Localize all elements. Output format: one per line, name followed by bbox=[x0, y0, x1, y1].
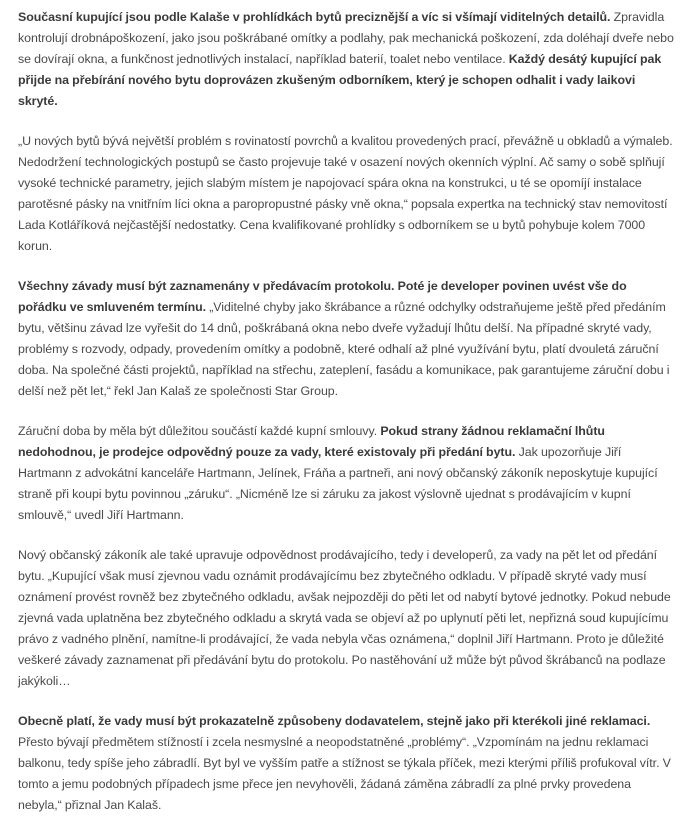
paragraph-5 bbox=[18, 545, 675, 692]
paragraph-2 bbox=[18, 131, 675, 257]
paragraph-1-highlight: Každý desátý kupující pak přijde na přebírání nového bytu doprovázen zkušeným odborníkem, který je schopen odhalit i vady laikovi skryté. bbox=[18, 52, 662, 108]
paragraph-1-lead: Současní kupující jsou podle Kalaše v prohlídkách bytů preciznější a víc si všímají viditelných detailů. bbox=[18, 10, 611, 24]
paragraph-4-highlight: Pokud strany žádnou reklamační lhůtu nedohodnou, je prodejce odpovědný pouze za vady, které existovaly při předání bytu. bbox=[18, 424, 605, 459]
paragraph-6-lead: Obecně platí, že vady musí být prokazatelně způsobeny dodavatelem, stejně jako při kterékoli jiné reklamaci. bbox=[18, 714, 651, 728]
paragraph-1-text: Zpravidla kontrolují drobnápoškození, jako jsou poškrábané omítky a podlahy, pak mechanická poškození, zda doléhají dveře nebo se dovírají okna, a funkčnost jednotlivých instalací, například baterií, toalet nebo ventilace. bbox=[18, 10, 674, 66]
paragraph-6-text: Přesto bývají předmětem stížností i zcela nesmyslné a neopodstatněné „problémy“. „Vzpomínám na jednu reklamaci balkonu, tedy spíše jeho zábradlí. Byt byl ve vyšším patře a stížnost se týkala příček, mezi kterými příliš profukoval vítr. V tomto a jemu podobných případech jsme přece jen nevyhověli, žádaná záměna zábradlí za plné prvky provedena nebyla,“ přiznal Jan Kalaš. bbox=[18, 735, 671, 812]
paragraph-3 bbox=[18, 276, 675, 402]
paragraph-5-text: Nový občanský zákoník ale také upravuje odpovědnost prodávajícího, tedy i developerů, za vady na pět let od předání bytu. „Kupující však musí zjevnou vadu oznámit prodávajícímu bez zbytečného odkladu. V případě skryté vady musí oznámení provést rovněž bez zbytečného odkladu, avšak nejpozději do pěti let od nabytí bytové jednotky. Pokud nebude zjevná vada uplatněna bez zbytečného odkladu a skrytá vada se objeví až po uplynutí pěti let, nepřizná soud kupujícímu právo z vadného plnění, namítne-li prodávající, že vada nebyla včas oznámena,“ doplnil Jiří Hartmann. Proto je důležité veškeré závady zaznamenat při předávání bytu do protokolu. Po nastěhování už může být původ škrábanců na podlaze jakýkoli… bbox=[18, 548, 671, 688]
paragraph-4-intro: Záruční doba by měla být důležitou součástí každé kupní smlouvy. bbox=[18, 424, 381, 438]
paragraph-2-quote: „U nových bytů bývá největší problém s rovinatostí povrchů a kvalitou provedených prací, převážně u obkladů a výmaleb. Nedodržení technologických postupů se často projevuje také v osazení nových okenních výplní. Ač samy o sobě splňují vysoké technické parametry, jejich slabým místem je napojovací spára okna na konstrukci, u té se opomíjí instalace parotěsné pásky na vnitřním líci okna a paropropustné pásky vně okna,“ popsala expertka na technický stav nemovitostí Lada Kotláříková nejčastější nedostatky. Cena kvalifikované prohlídky s odborníkem se u bytů pohybuje kolem 7000 korun. bbox=[18, 134, 673, 253]
paragraph-4-text: Jak upozorňuje Jiří Hartmann z advokátní kanceláře Hartmann, Jelínek, Fráňa a partneři, ani nový občanský zákoník neposkytuje kupující straně při koupi bytu povinnou „záruku“. „Nicméně lze si záruku za jakost výslovně ujednat s prodávajícím v kupní smlouvě,“ uvedl Jiří Hartmann. bbox=[18, 445, 658, 522]
paragraph-3-lead: Všechny závady musí být zaznamenány v předávacím protokolu. Poté je developer povinen uvést vše do pořádku ve smluveném termínu. bbox=[18, 279, 627, 314]
paragraph-4 bbox=[18, 421, 675, 526]
paragraph-1 bbox=[18, 7, 675, 112]
paragraph-3-text: „Viditelné chyby jako škrábance a různé odchylky odstraňujeme ještě před předáním bytu, většinu závad lze vyřešit do 14 dnů, poškrábaná okna nebo dveře vyžadují lhůtu delší. Na případné skryté vady, problémy s rozvody, odpady, provedením omítky a podobně, které odhalí až plné využívání bytu, platí dvouletá záruční doba. Na společné části projektů, například na střechu, zateplení, fasádu a komunikace, pak garantujeme záruční dobu i delší než pět let,“ řekl Jan Kalaš ze společnosti Star Group. bbox=[18, 300, 670, 398]
paragraph-6 bbox=[18, 711, 675, 816]
